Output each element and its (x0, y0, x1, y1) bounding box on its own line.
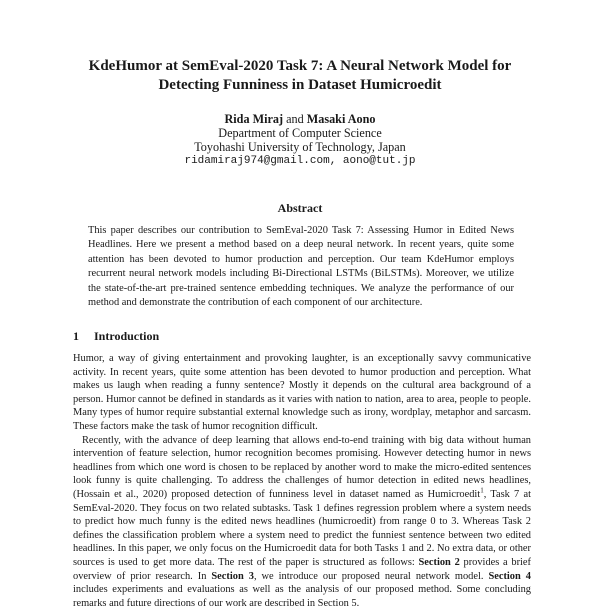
authors (40, 112, 560, 127)
section-2-ref: Section 2 (418, 556, 460, 568)
section-3-ref: Section 3 (211, 570, 254, 582)
department: Department of Computer Science (218, 126, 382, 140)
author-separator: and (286, 112, 304, 126)
paragraph-1: Humor, a way of giving entertainment and provoking laughter, is an exceptionally savvy communicative activity. In recent years, quite some attention has been devoted to humor production and perception. What makes us laugh when reading a funny sentence? Mostly it depends on the cultural area background of a person. Humor cannot be defined in standards as it varies with nation to nation, area to area, people to people. Many types of humor require substantial external knowledge such as irony, wordplay, metaphor and sarcasm. These factors make the task of humor recognition difficult. (73, 353, 531, 432)
author-1: Rida Miraj (224, 112, 284, 126)
paragraph-2-part-5: includes experiments and evaluations as well as the analysis of our proposed method. Some concluding remarks and future directions of our work are described in Section 5. (73, 584, 531, 609)
abstract-text: This paper describes our contribution to SemEval-2020 Task 7: Assessing Humor in Edited News Headlines. Here we present a method based on a deep neural network. In recent years, quite some attention has been devoted to humor production and perception. Our team KdeHumor employs recurrent neural network models including Bi-Directional LSTMs (BiLSTMs). Moreover, we utilize the state-of-the-art pre-trained sentence embedding techniques. We analyze the performance of our method and demonstrate the contribution of each component of our architecture. (88, 225, 514, 309)
paragraph-2-part-4: , we introduce our proposed neural network model. (253, 570, 489, 582)
section-title: Introduction (94, 329, 160, 343)
paper-title-line-2: Detecting Funniness in Dataset Humicroedit (158, 77, 442, 93)
paper-title-line-1: KdeHumor at SemEval-2020 Task 7: A Neural Network Model for (88, 58, 512, 74)
section-number: 1 (73, 329, 79, 343)
section-4-ref: Section 4 (488, 570, 531, 582)
paragraph-2-part-1: Recently, with the advance of deep learning that allows end-to-end training with big data without human intervention of feature selection, humor recognition becomes promising. However detecting humor in news headlines from which one word is chosen to be replaced by another word to make the micro-edited sentences look funny is quite challenging. To address the challenges of humor detection in edited news headlines, (Hossain et al., 2020) proposed detection of funniness level in dataset named as Humicroedit (73, 434, 531, 500)
paragraph-2-part-3: provides a brief overview of prior research. In (73, 556, 531, 582)
university: Toyohashi University of Technology, Japan (194, 140, 406, 154)
author-2: Masaki Aono (306, 112, 376, 126)
section-heading (73, 329, 159, 344)
abstract-heading: Abstract (277, 201, 323, 215)
footnote-mark: 1 (480, 486, 484, 495)
author-emails: ridamiraj974@gmail.com, aono@tut.jp (184, 155, 416, 167)
paragraph-2 (73, 434, 531, 610)
introduction-body (73, 352, 531, 610)
paragraph-2-part-2: , Task 7 at SemEval-2020. They focus on two related subtasks. Task 1 defines regression problem where a system needs to predict how much funny is the edited news headlines (humicroedit) from range 0 to 3. Whereas Task 2 defines the classification problem where a system need to predict the funniest sentence between two edited headlines. In this paper, we only focus on the Humicroedit data for both Tasks 1 and 2. No extra data, or other sources is used to get more data. The rest of the paper is structured as follows: (73, 488, 531, 568)
